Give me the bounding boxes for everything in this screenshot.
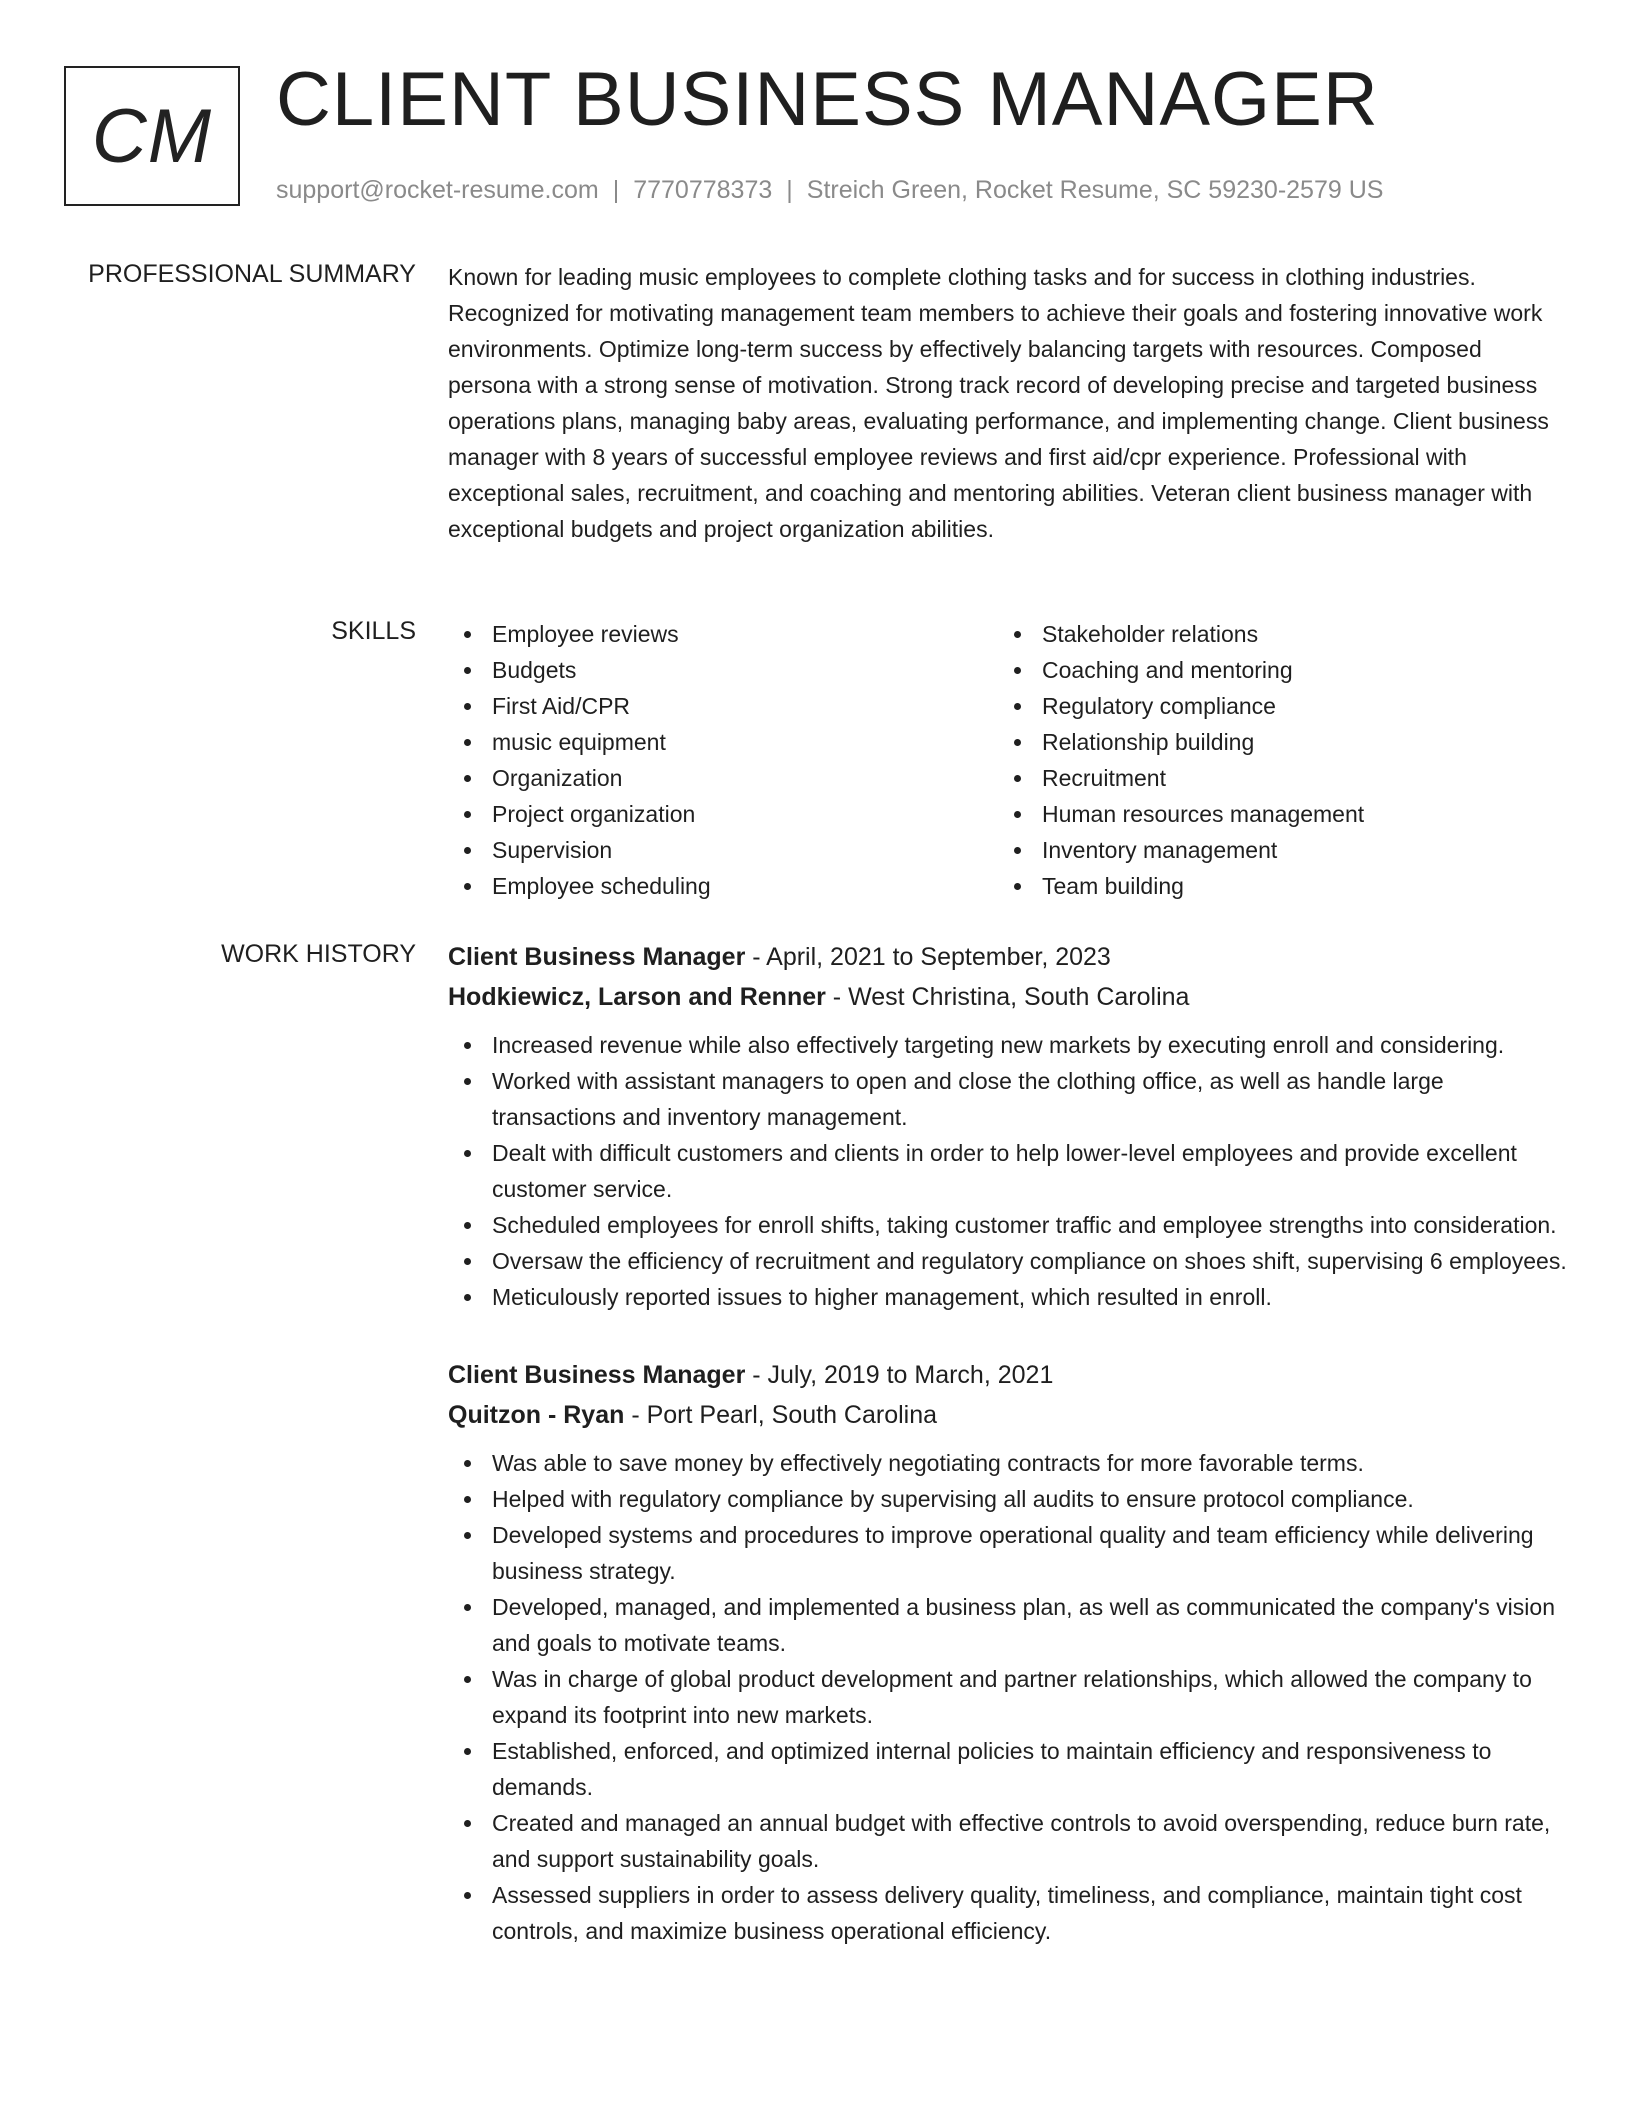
job-title-line <box>448 1355 1568 1395</box>
skill-item: Inventory management <box>998 832 1548 868</box>
skill-item: music equipment <box>448 724 998 760</box>
skills-column-left <box>448 616 998 904</box>
skill-item: Employee reviews <box>448 616 998 652</box>
skill-item: Supervision <box>448 832 998 868</box>
section-label-work: WORK HISTORY <box>221 940 416 968</box>
resume-title: CLIENT BUSINESS MANAGER <box>276 57 1379 142</box>
skill-item: Budgets <box>448 652 998 688</box>
job-location: - West Christina, South Carolina <box>825 983 1190 1011</box>
job-bullet: Assessed suppliers in order to assess delivery quality, timeliness, and compliance, maintain tight cost controls, and maximize business operational efficiency. <box>448 1877 1568 1949</box>
skill-item: Relationship building <box>998 724 1548 760</box>
job-bullet: Meticulously reported issues to higher management, which resulted in enroll. <box>448 1279 1568 1315</box>
job-dates: - April, 2021 to September, 2023 <box>745 943 1111 971</box>
job-title: Client Business Manager <box>448 1361 746 1389</box>
skill-item: Recruitment <box>998 760 1548 796</box>
skill-item: Project organization <box>448 796 998 832</box>
skills-column-right <box>998 616 1548 904</box>
skills-section <box>448 616 1568 904</box>
contact-address: Streich Green, Rocket Resume, SC 59230-2579 US <box>806 176 1384 204</box>
summary-section <box>448 259 1568 547</box>
job-title: Client Business Manager <box>448 943 746 971</box>
contact-phone[interactable]: 7770778373 <box>633 176 773 204</box>
job-bullet: Increased revenue while also effectively targeting new markets by executing enroll and considering. <box>448 1027 1568 1063</box>
monogram-logo: CM <box>64 66 240 206</box>
job-bullet: Worked with assistant managers to open and close the clothing office, as well as handle large transactions and inventory management. <box>448 1063 1568 1135</box>
job-company-line <box>448 977 1568 1017</box>
contact-line <box>276 176 1383 205</box>
job-bullet: Developed, managed, and implemented a business plan, as well as communicated the company's vision and goals to motivate teams. <box>448 1589 1568 1661</box>
job-company: Quitzon - Ryan <box>448 1401 625 1429</box>
job-bullet: Oversaw the efficiency of recruitment and regulatory compliance on shoes shift, supervising 6 employees. <box>448 1243 1568 1279</box>
job-location: - Port Pearl, South Carolina <box>624 1401 938 1429</box>
skill-item: Human resources management <box>998 796 1548 832</box>
job-bullet: Established, enforced, and optimized internal policies to maintain efficiency and responsiveness to demands. <box>448 1733 1568 1805</box>
work-history-section <box>448 937 1568 1977</box>
skill-item: Regulatory compliance <box>998 688 1548 724</box>
contact-separator: | <box>786 176 793 204</box>
section-label-summary: PROFESSIONAL SUMMARY <box>88 260 416 288</box>
skill-item: Stakeholder relations <box>998 616 1548 652</box>
summary-text: Known for leading music employees to complete clothing tasks and for success in clothing industries. Recognized for motivating management team members to achieve their goals and fostering innovative work environments. Optimize long-term success by effectively balancing targets with resources. Composed persona with a strong sense of motivation. Strong track record of developing precise and targeted business operations plans, managing baby areas, evaluating performance, and implementing change. Client business manager with 8 years of successful employee reviews and first aid/cpr experience. Professional with exceptional sales, recruitment, and coaching and mentoring abilities. Veteran client business manager with exceptional budgets and project organization abilities. <box>448 264 1549 542</box>
job-bullet: Dealt with difficult customers and clients in order to help lower-level employees and provide excellent customer service. <box>448 1135 1568 1207</box>
job-bullet: Was able to save money by effectively negotiating contracts for more favorable terms. <box>448 1445 1568 1481</box>
job-entry <box>448 937 1568 1315</box>
contact-email[interactable]: support@rocket-resume.com <box>276 176 599 204</box>
job-bullets <box>448 1027 1568 1315</box>
job-bullet: Scheduled employees for enroll shifts, taking customer traffic and employee strengths into consideration. <box>448 1207 1568 1243</box>
skill-item: Team building <box>998 868 1548 904</box>
job-entry <box>448 1355 1568 1949</box>
job-bullets <box>448 1445 1568 1949</box>
job-bullet: Created and managed an annual budget with effective controls to avoid overspending, reduce burn rate, and support sustainability goals. <box>448 1805 1568 1877</box>
skill-item: Coaching and mentoring <box>998 652 1548 688</box>
job-title-line <box>448 937 1568 977</box>
job-company: Hodkiewicz, Larson and Renner <box>448 983 826 1011</box>
job-bullet: Developed systems and procedures to improve operational quality and team efficiency while delivering business strategy. <box>448 1517 1568 1589</box>
job-company-line <box>448 1395 1568 1435</box>
job-bullet: Was in charge of global product development and partner relationships, which allowed the company to expand its footprint into new markets. <box>448 1661 1568 1733</box>
skill-item: Employee scheduling <box>448 868 998 904</box>
contact-separator: | <box>612 176 620 204</box>
skill-item: First Aid/CPR <box>448 688 998 724</box>
section-label-skills: SKILLS <box>331 617 416 645</box>
skill-item: Organization <box>448 760 998 796</box>
job-dates: - July, 2019 to March, 2021 <box>745 1361 1054 1389</box>
job-bullet: Helped with regulatory compliance by supervising all audits to ensure protocol compliance. <box>448 1481 1568 1517</box>
